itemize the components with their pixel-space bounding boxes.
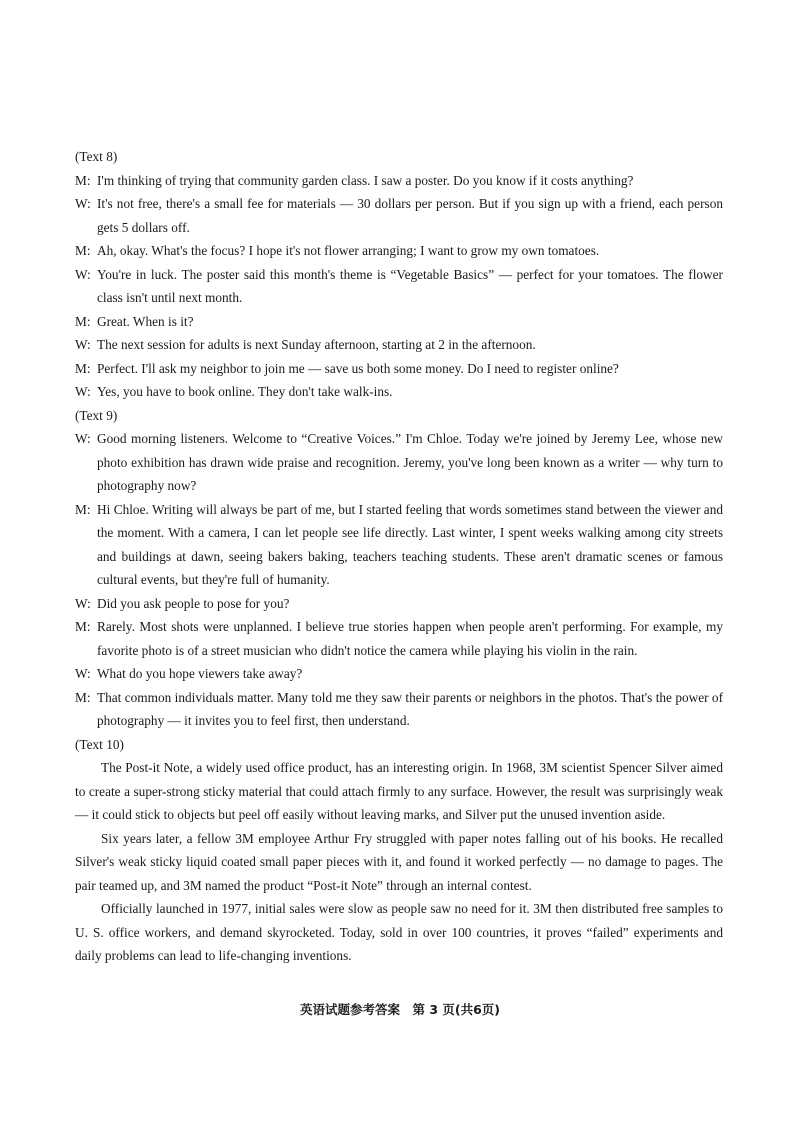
utterance: The next session for adults is next Sunday afternoon, starting at 2 in the afternoon. (97, 337, 536, 352)
dialogue-line (75, 263, 723, 310)
speaker: W: (75, 384, 91, 399)
dialogue-line (75, 686, 723, 733)
utterance: That common individuals matter. Many told me they saw their parents or neighbors in the photos. That's the power of photography — it invites you to feel first, then understand. (97, 689, 723, 728)
speaker: W: (75, 595, 91, 611)
utterance: Perfect. I'll ask my neighbor to join me — save us both some money. Do I need to register online? (97, 360, 619, 376)
speaker: W: (75, 431, 91, 446)
utterance: Ah, okay. What's the focus? I hope it's not flower arranging; I want to grow my own tomatoes. (97, 243, 600, 258)
passage-paragraph: Officially launched in 1977, initial sales were slow as people saw no need for it. 3M then distributed free samples to U. S. office workers, and demand skyrocketed. Today, sold in over 100 countries, it proves “failed” experiments and daily problems can lead to life-changing inventions. (75, 901, 723, 963)
answer-page (75, 145, 723, 968)
speaker: M: (75, 243, 91, 258)
text10-passage (75, 756, 723, 968)
text8-label: (Text 8) (75, 149, 118, 164)
utterance: Rarely. Most shots were unplanned. I believe true stories happen when people aren't performing. For example, my favorite photo is of a street musician who didn't notice the camera while playing his violin in the rain. (97, 619, 723, 658)
speaker: M: (75, 313, 91, 329)
dialogue-line (75, 333, 723, 357)
utterance: What do you hope viewers take away? (97, 666, 303, 681)
speaker: W: (75, 196, 91, 211)
utterance: Did you ask people to pose for you? (97, 595, 290, 611)
speaker: W: (75, 266, 91, 282)
text10-label: (Text 10) (75, 736, 124, 752)
utterance: I'm thinking of trying that community garden class. I saw a poster. Do you know if it costs anything? (97, 172, 634, 188)
speaker: M: (75, 501, 91, 517)
speaker: W: (75, 666, 91, 681)
speaker: M: (75, 360, 91, 376)
text9-dialogue (75, 427, 723, 733)
utterance: It's not free, there's a small fee for materials — 30 dollars per person. But if you sign up with a friend, each person gets 5 dollars off. (97, 196, 723, 235)
page-footer: 英语试题参考答案 第 3 页(共6页) (299, 1002, 501, 1017)
speaker: M: (75, 689, 91, 705)
speaker: W: (75, 337, 91, 352)
utterance: Great. When is it? (97, 313, 194, 329)
dialogue-line (75, 427, 723, 498)
utterance: Hi Chloe. Writing will always be part of me, but I started feeling that words sometimes stand between the viewer and the moment. With a camera, I can let people see life directly. Last winter, I spent weeks walking among city streets and buildings at dawn, seeing bakers baking, teachers teaching students. These aren't dramatic scenes or famous cultural events, but they're full of humanity. (97, 501, 723, 587)
dialogue-line (75, 592, 723, 616)
dialogue-line (75, 239, 723, 263)
text9-label: (Text 9) (75, 407, 118, 423)
dialogue-line (75, 192, 723, 239)
dialogue-line (75, 498, 723, 592)
dialogue-line (75, 310, 723, 334)
passage-paragraph: Six years later, a fellow 3M employee Arthur Fry struggled with paper notes falling out of his books. He recalled Silver's weak sticky liquid coated small paper pieces with it, and found it worked perfectly — no damage to pages. The pair teamed up, and 3M named the product “Post-it Note” through an internal contest. (75, 830, 723, 893)
dialogue-line (75, 380, 723, 404)
dialogue-line (75, 169, 723, 193)
utterance: Good morning listeners. Welcome to “Creative Voices.” I'm Chloe. Today we're joined by Jeremy Lee, whose new photo exhibition has drawn wide praise and recognition. Jeremy, you've long been known as a writer — why turn to photography now? (97, 431, 723, 493)
dialogue-line (75, 357, 723, 381)
dialogue-line (75, 615, 723, 662)
utterance: Yes, you have to book online. They don't take walk-ins. (97, 384, 393, 399)
speaker: M: (75, 619, 91, 634)
text8-dialogue (75, 169, 723, 404)
speaker: M: (75, 172, 91, 188)
utterance: You're in luck. The poster said this month's theme is “Vegetable Basics” — perfect for your tomatoes. The flower class isn't until next month. (97, 266, 723, 305)
passage-paragraph: The Post-it Note, a widely used office product, has an interesting origin. In 1968, 3M scientist Spencer Silver aimed to create a super-strong sticky material that could attach firmly to any surface. However, the result was surprisingly weak — it could stick to objects but peel off easily without leaving marks, and Silver put the unused invention aside. (75, 760, 723, 822)
dialogue-line (75, 662, 723, 686)
